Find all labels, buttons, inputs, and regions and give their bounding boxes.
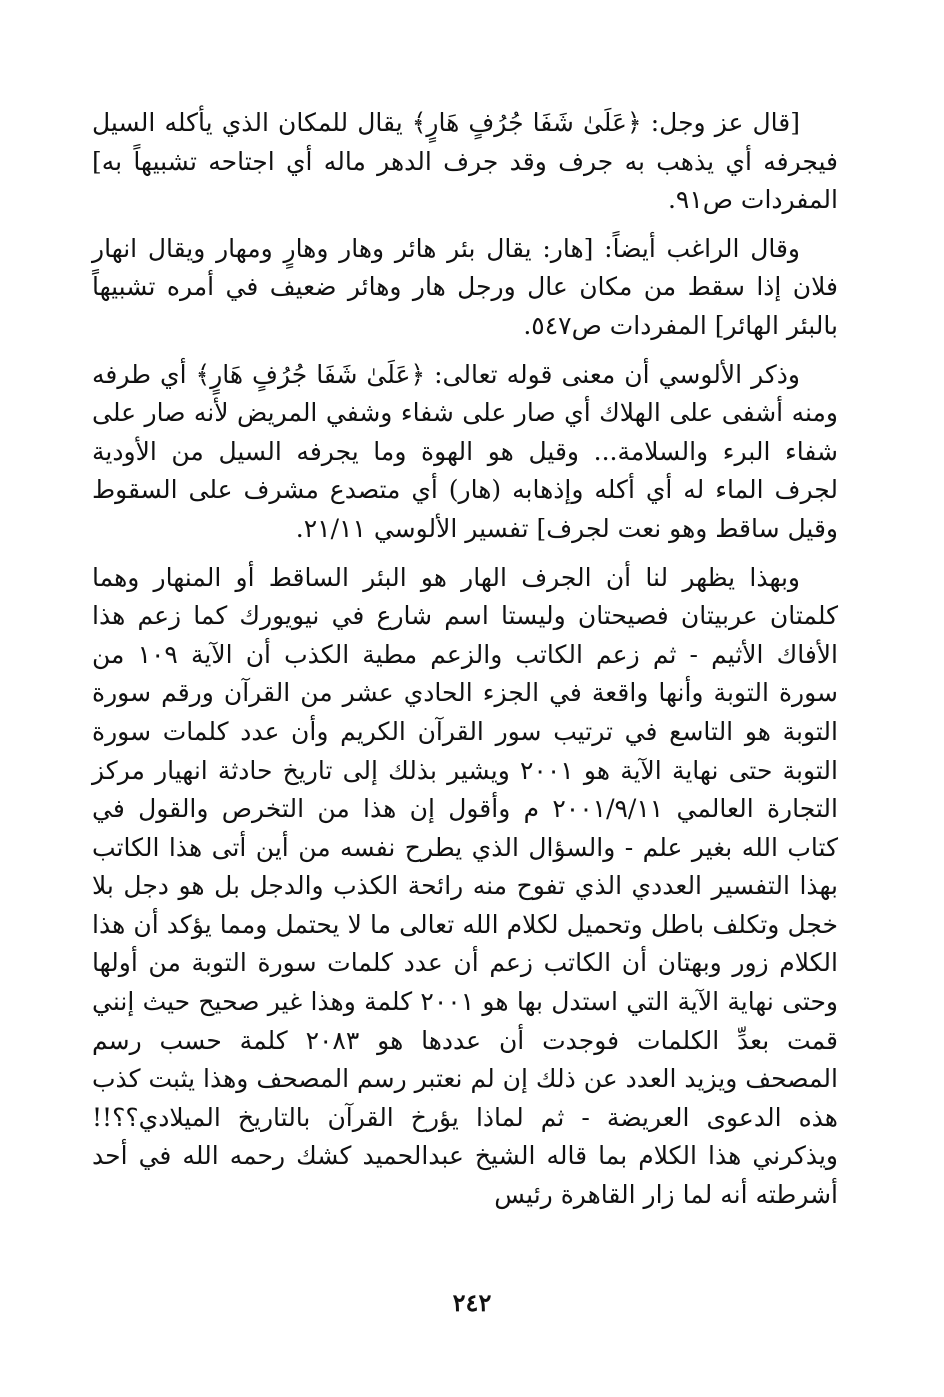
paragraph-refutation: وبهذا يظهر لنا أن الجرف الهار هو البئر الساقط أو المنهار وهما كلمتان عربيتان فصيحتان وليستا اسم شارع في نيويورك كما زعم هذا الأفاك الأثيم - ثم زعم الكاتب والزعم مطية الكذب أن الآية ١٠٩ من سورة التوبة وأنها واقعة في الجزء الحادي عشر من القرآن ورقم سورة التوبة هو التاسع في ترتيب سور القرآن الكريم وأن عدد كلمات سورة التوبة حتى نهاية الآية هو ٢٠٠١ ويشير بذلك إلى تاريخ حادثة انهيار مركز التجارة العالمي ٢٠٠١/٩/١١ م وأقول إن هذا من التخرص والقول في كتاب الله بغير علم - والسؤال الذي يطرح نفسه من أين أتى هذا الكاتب بهذا التفسير العددي الذي تفوح منه رائحة الكذب والدجل بل هو دجل بلا خجل وتكلف باطل وتحميل لكلام الله تعالى ما لا يحتمل ومما يؤكد أن هذا الكلام زور وبهتان أن الكاتب زعم أن عدد كلمات سورة التوبة من أولها وحتى نهاية الآية التي استدل بها هو ٢٠٠١ كلمة وهذا غير صحيح حيث إنني قمت بعدِّ الكلمات فوجدت أن عددها هو ٢٠٨٣ كلمة حسب رسم المصحف ويزيد العدد عن ذلك إن لم نعتبر رسم المصحف وهذا يثبت كذب هذه الدعوى العريضة - ثم لماذا يؤرخ القرآن بالتاريخ الميلادي؟؟!! ويذكرني هذا الكلام بما قاله الشيخ عبدالحميد كشك رحمه الله في أحد أشرطته أنه لما زار القاهرة رئيس [92, 562, 838, 1210]
paragraph-quote-mufradat-2: وقال الراغب أيضاً: [هار: يقال بئر هائر وهار وهارٍ ومهار ويقال انهار فلان إذا سقط من مكان عال ورجل هار وهائر ضعيف في أمره تشبيهاً بالبئر الهائر] المفردات ص٥٤٧. [92, 233, 838, 340]
page-number: ٢٤٢ [452, 1288, 492, 1317]
paragraph-quote-mufradat-1: [قال عز وجل: ﴿عَلَىٰ شَفَا جُرُفٍ هَارٍ﴾ يقال للمكان الذي يأكله السيل فيجرفه أي يذهب به جرف وقد جرف الدهر ماله أي اجتاحه تشبيهاً به] المفردات ص٩١. [92, 108, 838, 215]
body-text [92, 104, 838, 1215]
paragraph-quote-alusi: وذكر الألوسي أن معنى قوله تعالى: ﴿عَلَىٰ شَفَا جُرُفٍ هَارٍ﴾ أي طرفه ومنه أشفى على الهلاك أي صار على شفاء وشفي المريض لأنه صار على شفاء البرء والسلامة... وقيل هو الهوة وما يجرفه السيل من الأودية لجرف الماء له أي أكله وإذهابه (هار) أي متصدع مشرف على السقوط وقيل ساقط وهو نعت لجرف] تفسير الألوسي ٢١/١١. [92, 359, 838, 543]
